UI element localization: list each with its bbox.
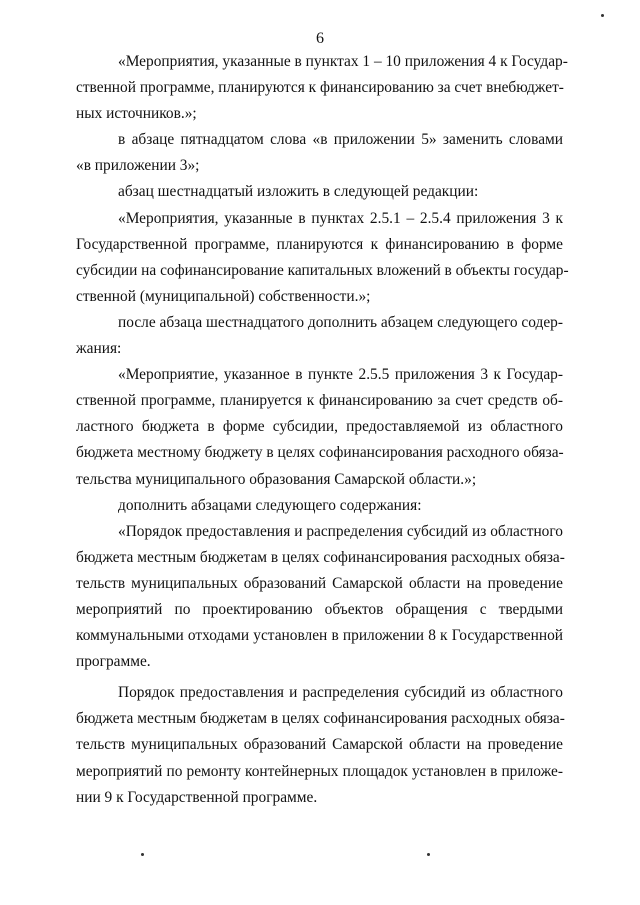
text-line: тельства муниципального образования Самарской области.»; <box>76 470 477 488</box>
text-line: тельств муниципальных образований Самарской области на проведение <box>76 574 563 592</box>
scan-speck <box>601 14 604 17</box>
text-line: программе. <box>76 653 151 671</box>
text-line: «Мероприятия, указанные в пунктах 1 – 10 приложения 4 к Государ- <box>118 53 568 70</box>
text-line: абзац шестнадцатый изложить в следующей редакции: <box>118 183 479 201</box>
scan-speck <box>141 853 144 856</box>
text-line: ственной (муниципальной) собственности.»; <box>76 287 371 305</box>
text-line: жания: <box>76 340 122 358</box>
text-line: тельств муниципальных образований Самарской области на проведение <box>76 736 563 754</box>
page-number: 6 <box>316 30 324 47</box>
scan-speck <box>427 853 430 856</box>
text-line: в абзаце пятнадцатом слова «в приложении 5» заменить словами <box>118 131 563 149</box>
document-body <box>76 49 569 811</box>
text-line: ственной программе, планируются к финансированию за счет внебюджет- <box>76 79 564 97</box>
text-line: мероприятий по проектированию объектов обращения с твердыми <box>76 600 563 618</box>
text-line: «Мероприятие, указанное в пункте 2.5.5 приложения 3 к Государ- <box>118 366 563 384</box>
text-line: «в приложении 3»; <box>76 157 200 175</box>
text-line: ных источников.»; <box>76 105 197 123</box>
text-line: ластного бюджета в форме субсидии, предоставляемой из областного <box>76 418 563 436</box>
text-line: «Порядок предоставления и распределения субсидий из областного <box>118 522 563 540</box>
text-line: бюджета местному бюджету в целях софинансирования расходного обяза- <box>76 444 564 462</box>
text-line: Порядок предоставления и распределения субсидий из областного <box>118 684 563 702</box>
text-line: бюджета местным бюджетам в целях софинансирования расходных обяза- <box>76 548 565 566</box>
text-line: бюджета местным бюджетам в целях софинансирования расходных обяза- <box>76 710 565 728</box>
text-line: субсидии на софинансирование капитальных вложений в объекты государ- <box>76 261 569 279</box>
text-line: коммунальными отходами установлен в приложении 8 к Государственной <box>76 627 563 645</box>
text-line: нии 9 к Государственной программе. <box>76 788 318 806</box>
text-line: после абзаца шестнадцатого дополнить абзацем следующего содер- <box>118 313 563 331</box>
text-line: «Мероприятия, указанные в пунктах 2.5.1 – 2.5.4 приложения 3 к <box>118 209 563 227</box>
text-line: мероприятий по ремонту контейнерных площадок установлен в приложе- <box>76 762 563 780</box>
text-line: Государственной программе, планируются к финансированию в форме <box>76 235 563 253</box>
text-line: дополнить абзацами следующего содержания: <box>118 496 422 514</box>
text-line: ственной программе, планируется к финансированию за счет средств об- <box>76 392 563 410</box>
